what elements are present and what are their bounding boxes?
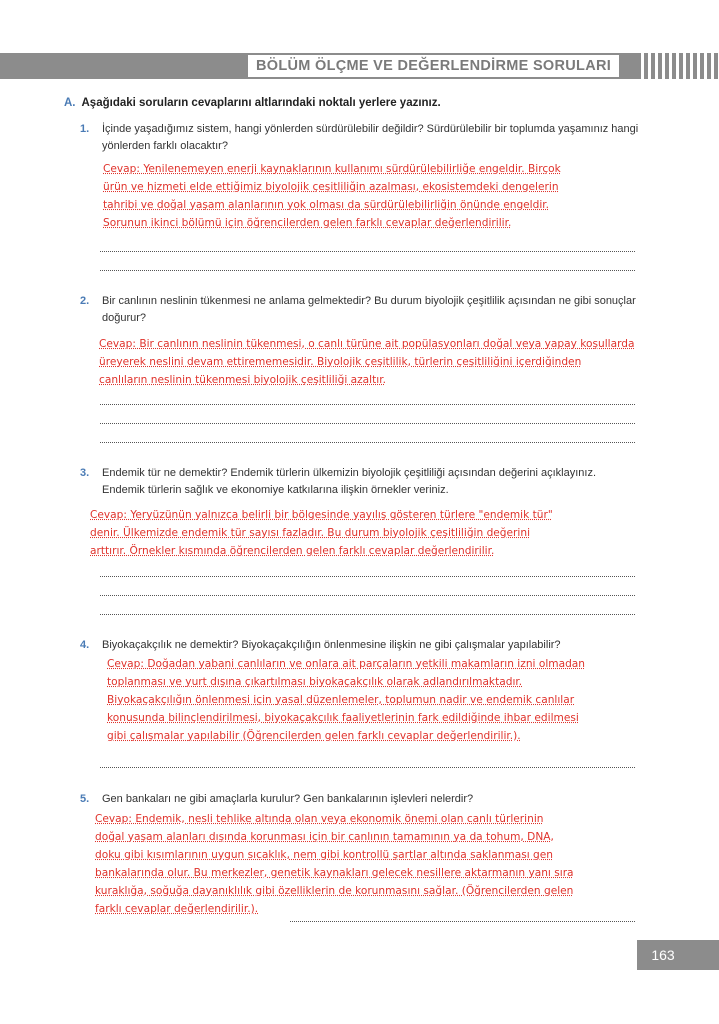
question-text: Bir canlının neslinin tükenmesi ne anlama gelmektedir? Bu durum biyolojik çeşitlilik açısından ne gibi sonuçlar doğurur?: [102, 295, 636, 324]
answer-5: [95, 810, 574, 918]
question-number: 4.: [80, 639, 90, 651]
answer-line: denir. Ülkemizde endemik tür sayısı fazladır. Bu durum biyolojik çeşitliliğin değerini: [90, 527, 531, 539]
question-number: 1.: [80, 123, 90, 135]
page-number-box: [637, 940, 719, 970]
question-3: [80, 465, 640, 499]
answer-line: Cevap: Yenilenemeyen enerji kaynaklarının kullanımı sürdürülebilirliğe engeldir. Birçok: [103, 163, 561, 175]
answer-line: kuraklığa, soğuğa dayanıklılık gibi özelliklerin de korunmasını sağlar. (Öğrencilerden gelen: [95, 885, 574, 897]
question-4: [80, 637, 640, 654]
answer-line-blank[interactable]: [100, 403, 635, 405]
question-2: [80, 293, 640, 327]
question-text: İçinde yaşadığımız sistem, hangi yönlerden sürdürülebilir değildir? Sürdürülebilir bir toplumda yaşamınız hangi yönlerden farklı olacaktır?: [102, 123, 639, 152]
answer-line: Biyokaçakçılığın önlenmesi için yasal düzenlemeler, toplumun nadir ve endemik canlılar: [107, 694, 575, 706]
answer-line: konusunda bilinçlendirilmesi, biyokaçakçılık faaliyetlerinin fark edildiğinde ihbar edilmesi: [107, 712, 579, 724]
answer-3: [90, 506, 553, 560]
page-title: BÖLÜM ÖLÇME VE DEĞERLENDİRME SORULARI: [248, 55, 619, 77]
answer-line-blank[interactable]: [100, 594, 635, 596]
question-1: [80, 121, 640, 155]
answer-line: toplanması ve yurt dışına çıkartılması biyokaçakçılık olarak adlandırılmaktadır.: [107, 676, 523, 688]
answer-1: [103, 160, 561, 232]
answer-line: Cevap: Bir canlının neslinin tükenmesi, o canlı türüne ait popülasyonları doğal veya yapay koşullarda: [99, 338, 635, 350]
answer-4: [107, 655, 585, 745]
section-heading: [64, 97, 441, 109]
answer-line: Cevap: Doğadan yabani canlıların ve onlara ait parçaların yetkili makamların izni olmadan: [107, 658, 586, 670]
answer-line: Cevap: Endemik, nesli tehlike altında olan veya ekonomik önemi olan canlı türlerinin: [95, 813, 544, 825]
answer-line: tahribi ve doğal yaşam alanlarının yok olması da sürdürülebilirliğin önünde engeldir.: [103, 199, 550, 211]
question-text: Endemik tür ne demektir? Endemik türlerin ülkemizin biyolojik çeşitliliği açısından değerini açıklayınız. Endemik türlerin sağlık ve ekonomiye katkılarına ilişkin örnekler veriniz.: [102, 467, 596, 496]
answer-line-blank[interactable]: [100, 613, 635, 615]
answer-line: Sorunun ikinci bölümü için öğrencilerden gelen farklı cevaplar değerlendirilir.: [103, 217, 512, 229]
answer-line-blank[interactable]: [100, 250, 635, 252]
question-5: [80, 791, 640, 808]
answer-line-blank[interactable]: [100, 575, 635, 577]
question-text: Biyokaçakçılık ne demektir? Biyokaçakçılığın önlenmesine ilişkin ne gibi çalışmalar yapılabilir?: [102, 639, 561, 651]
answer-line-blank[interactable]: [290, 920, 635, 922]
question-text: Gen bankaları ne gibi amaçlarla kurulur? Gen bankalarının işlevleri nelerdir?: [102, 793, 474, 805]
answer-2: [99, 335, 635, 389]
answer-line-blank[interactable]: [100, 422, 635, 424]
answer-line: doku gibi kısımlarının uygun sıcaklık, nem gibi kontrollü şartlar altında saklanması gen: [95, 849, 554, 861]
answer-line: farklı cevaplar değerlendirilir.).: [95, 903, 259, 915]
answer-line-blank[interactable]: [100, 766, 635, 768]
answer-line-blank[interactable]: [100, 269, 635, 271]
answer-line: bankalarında olur. Bu merkezler, genetik kaynakları gelecek nesillere aktarmanın yanı sıra: [95, 867, 574, 879]
question-number: 5.: [80, 793, 90, 805]
answer-line: arttırır. Örnekler kısmında öğrencilerden gelen farklı cevaplar değerlendirilir.: [90, 545, 495, 557]
header-stripes: [637, 53, 719, 79]
answer-line: Cevap: Yeryüzünün yalnızca belirli bir bölgesinde yayılış gösteren türlere "endemik tür": [90, 509, 553, 521]
answer-line-blank[interactable]: [100, 441, 635, 443]
question-number: 3.: [80, 467, 90, 479]
answer-line: gibi çalışmalar yapılabilir (Öğrencilerden gelen farklı cevaplar değerlendirilir.).: [107, 730, 521, 742]
section-instruction: Aşağıdaki soruların cevaplarını altlarındaki noktalı yerlere yazınız.: [81, 97, 441, 109]
question-number: 2.: [80, 295, 90, 307]
answer-line: ürün ve hizmeti elde ettiğimiz biyolojik çeşitliliğin azalması, ekosistemdeki dengelerin: [103, 181, 559, 193]
section-letter: A.: [64, 97, 76, 109]
answer-line: doğal yaşam alanları dışında korunması için bir canlının tamamının ya da tohum, DNA,: [95, 831, 554, 843]
answer-line: canlıların neslinin tükenmesi biyolojik çeşitliliği azaltır.: [99, 374, 386, 386]
page-number: 163: [651, 947, 675, 963]
answer-line: üreyerek neslini devam ettirememesidir. Biyolojik çeşitlilik, türlerin çeşitliliğini içerdiğinden: [99, 356, 582, 368]
